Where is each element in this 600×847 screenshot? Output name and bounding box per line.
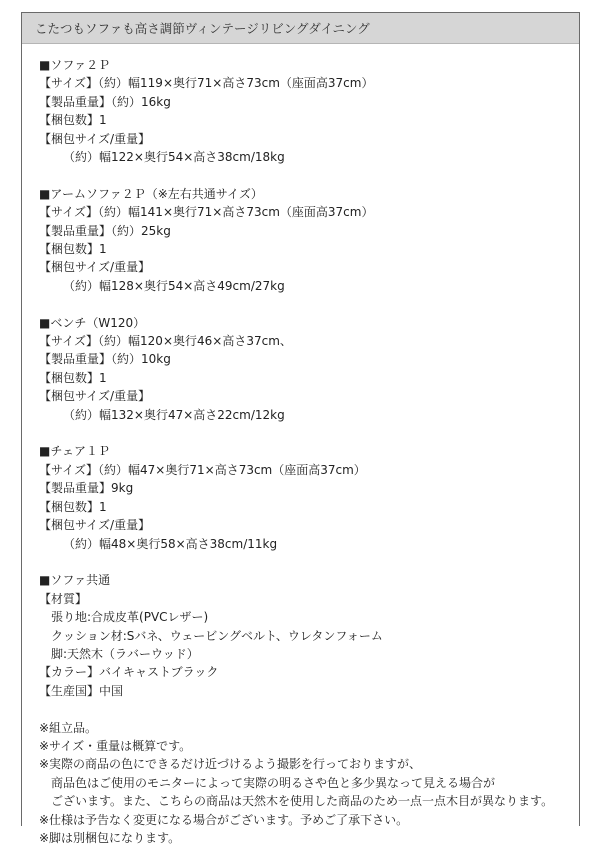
spec-line: 【サイズ】（約）幅47×奥行71×高さ73cm（座面高37cm）	[39, 462, 366, 477]
spec-line: 【製品重量】（約）16kg	[39, 94, 171, 109]
spec-line: 【カラー】バイキャストブラック	[39, 665, 219, 680]
section-heading: ■ベンチ（W120）	[39, 315, 146, 330]
spec-line: （約）幅48×奥行58×高さ38cm/11kg	[63, 536, 278, 551]
section-heading: ■アームソファ２Ｐ（※左右共通サイズ）	[39, 186, 263, 201]
spec-line: 【サイズ】（約）幅119×奥行71×高さ73cm（座面高37cm）	[39, 76, 374, 91]
spec-section	[39, 185, 579, 295]
spec-line: 【製品重量】9kg	[39, 481, 134, 496]
spec-line: 【生産国】中国	[39, 683, 124, 698]
note-line: ※組立品。	[39, 720, 98, 735]
spec-section	[39, 314, 579, 424]
page-title: こたつもソファも高さ調節ヴィンテージリビングダイニング	[35, 21, 370, 36]
spec-line: 【梱包サイズ/重量】	[39, 260, 151, 275]
spec-line: （約）幅122×奥行54×高さ38cm/18kg	[63, 150, 285, 165]
spec-section	[39, 56, 579, 166]
spec-line: 【製品重量】（約）25kg	[39, 223, 171, 238]
note-line: 商品色はご使用のモニターによって実際の明るさや色と多少異なって見える場合が	[51, 775, 496, 790]
spec-line: （約）幅128×奥行54×高さ49cm/27kg	[63, 278, 285, 293]
section-heading: ■ソファ２Ｐ	[39, 58, 111, 72]
spec-section	[39, 571, 579, 700]
note-line: ※サイズ・重量は概算です。	[39, 738, 192, 753]
spec-line: 張り地:合成皮革(PVCレザー)	[51, 610, 209, 625]
spec-line: 【材質】	[39, 591, 88, 606]
spec-line: 【サイズ】（約）幅120×奥行46×高さ37cm、	[39, 334, 292, 349]
note-line: ※実際の商品の色にできるだけ近づけるよう撮影を行っておりますが、	[39, 757, 422, 772]
note-line: ※仕様は予告なく変更になる場合がございます。予めご了承下さい。	[39, 812, 409, 827]
spec-line: 【梱包サイズ/重量】	[39, 131, 151, 146]
panel-header	[22, 13, 579, 44]
section-heading: ■ソファ共通	[39, 573, 111, 588]
spec-panel	[21, 12, 580, 845]
spec-line: 【梱包数】1	[39, 113, 107, 128]
section-heading: ■チェア１Ｐ	[39, 444, 110, 459]
spec-line: 【梱包サイズ/重量】	[39, 389, 151, 404]
spec-line: 【梱包数】1	[39, 499, 107, 514]
spec-line: 脚:天然木（ラバーウッド）	[51, 646, 199, 661]
spec-line: 【梱包数】1	[39, 370, 107, 385]
note-line: ※脚は別梱包になります。	[39, 830, 181, 845]
spec-line: 【梱包数】1	[39, 242, 107, 257]
notes-block	[39, 719, 579, 847]
spec-content	[22, 44, 579, 847]
note-line: ございます。また、こちらの商品は天然木を使用した商品のため一点一点木目が異なります。	[51, 794, 554, 809]
spec-section	[39, 442, 579, 552]
spec-line: 【サイズ】（約）幅141×奥行71×高さ73cm（座面高37cm）	[39, 205, 374, 220]
spec-line: 【梱包サイズ/重量】	[39, 518, 151, 533]
spec-line: （約）幅132×奥行47×高さ22cm/12kg	[63, 407, 285, 422]
spec-line: クッション材:Sバネ、ウェービングベルト、ウレタンフォーム	[51, 628, 383, 643]
spec-line: 【製品重量】（約）10kg	[39, 352, 171, 367]
